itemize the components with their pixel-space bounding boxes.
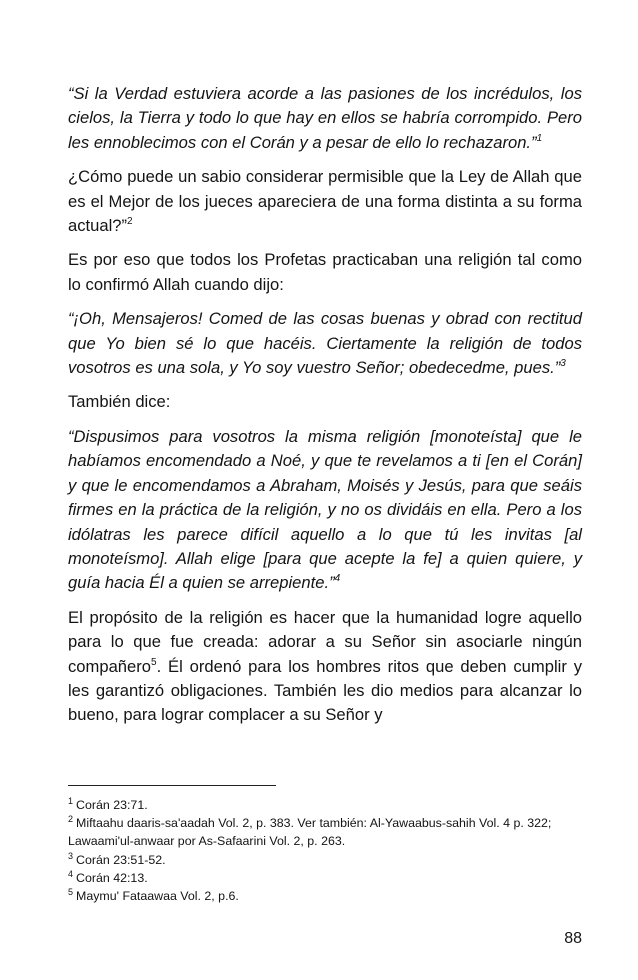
footnote-text: Corán 23:51-52. bbox=[76, 852, 166, 867]
footnote-text: Miftaahu daaris-sa'aadah Vol. 2, p. 383. Ver también: Al-Yawaabus-sahih Vol. 4 p. 322; Lawaami'ul-anwaar por As-Safaarini Vol. 2, p. 263. bbox=[68, 816, 552, 849]
footnote-ref[interactable]: 1 bbox=[536, 132, 543, 144]
footnote-text: Maymu' Fataawaa Vol. 2, p.6. bbox=[76, 889, 239, 904]
footnote-number: 3 bbox=[68, 850, 74, 861]
footnote-number: 5 bbox=[68, 887, 74, 898]
quran-quote-paragraph bbox=[68, 425, 582, 596]
footnote bbox=[68, 887, 582, 905]
footnote-number: 4 bbox=[68, 868, 74, 879]
footnote-ref[interactable]: 5 bbox=[151, 656, 157, 668]
footnote-number: 2 bbox=[68, 814, 74, 825]
footnotes bbox=[68, 796, 582, 905]
quran-quote-paragraph bbox=[68, 307, 582, 380]
footnote-divider bbox=[68, 785, 276, 786]
paragraph-text: “Si la Verdad estuviera acorde a las pasiones de los incrédulos, los cielos, la Tierra y todo lo que hay en ellos se habría corrompido. Pero les ennoblecimos con el Corán y a pesar de ello lo rechazaron.” bbox=[68, 84, 582, 152]
paragraph-text: “Dispusimos para vosotros la misma religión [monoteísta] que le habíamos encomendado a Noé, y que te revelamos a ti [en el Corán] y que le encomendamos a Abraham, Moisés y Jesús, para que seáis firmes en la práctica de la religión, y no os dividáis en ella. Pero a los idólatras les parece difícil aquello a lo que tú les invitas [al monoteísmo]. Allah elige [para que acepte la fe] a quien quiere, y guía hacia Él a quien se arrepiente.” bbox=[68, 426, 582, 593]
body-paragraph bbox=[68, 165, 582, 238]
paragraph-text: Es por eso que todos los Profetas practicaban una religión tal como lo confirmó Allah cuando dijo: bbox=[68, 250, 582, 294]
footnote bbox=[68, 869, 582, 887]
footnote-ref[interactable]: 4 bbox=[334, 573, 341, 585]
footnote-ref[interactable]: 3 bbox=[560, 358, 566, 370]
paragraph-text: El propósito de la religión es hacer que la humanidad logre aquello para lo que fue creada: adorar a su Señor sin asociarle ningún compañero bbox=[68, 607, 582, 676]
page-number: 88 bbox=[564, 930, 582, 947]
paragraph-text: ¿Cómo puede un sabio considerar permisible que la Ley de Allah que es el Mejor de los jueces apareciera de una forma distinta a su forma actual?” bbox=[68, 167, 582, 236]
footnote-ref[interactable]: 2 bbox=[127, 216, 133, 228]
footnote bbox=[68, 814, 582, 850]
body-paragraph bbox=[68, 390, 582, 414]
footnote-text: Corán 42:13. bbox=[76, 870, 148, 885]
paragraph-text: . Él ordenó para los hombres ritos que deben cumplir y les garantizó obligaciones. También les dio medios para alcanzar lo bueno, para lograr complacer a su Señor y bbox=[68, 656, 582, 725]
paragraph-text: “¡Oh, Mensajeros! Comed de las cosas buenas y obrad con rectitud que Yo bien sé lo que hacéis. Ciertamente la religión de todos vosotros es una sola, y Yo soy vuestro Señor; obedecedme, pues.” bbox=[68, 309, 582, 378]
footnote bbox=[68, 851, 582, 869]
quran-quote-paragraph bbox=[68, 82, 582, 155]
body-paragraph bbox=[68, 248, 582, 297]
body-paragraph bbox=[68, 606, 582, 728]
footnote-text: Corán 23:71. bbox=[76, 798, 148, 812]
body-text bbox=[68, 82, 582, 738]
footnote-number: 1 bbox=[68, 796, 74, 806]
paragraph-text: También dice: bbox=[68, 392, 171, 412]
footnote bbox=[68, 796, 582, 814]
